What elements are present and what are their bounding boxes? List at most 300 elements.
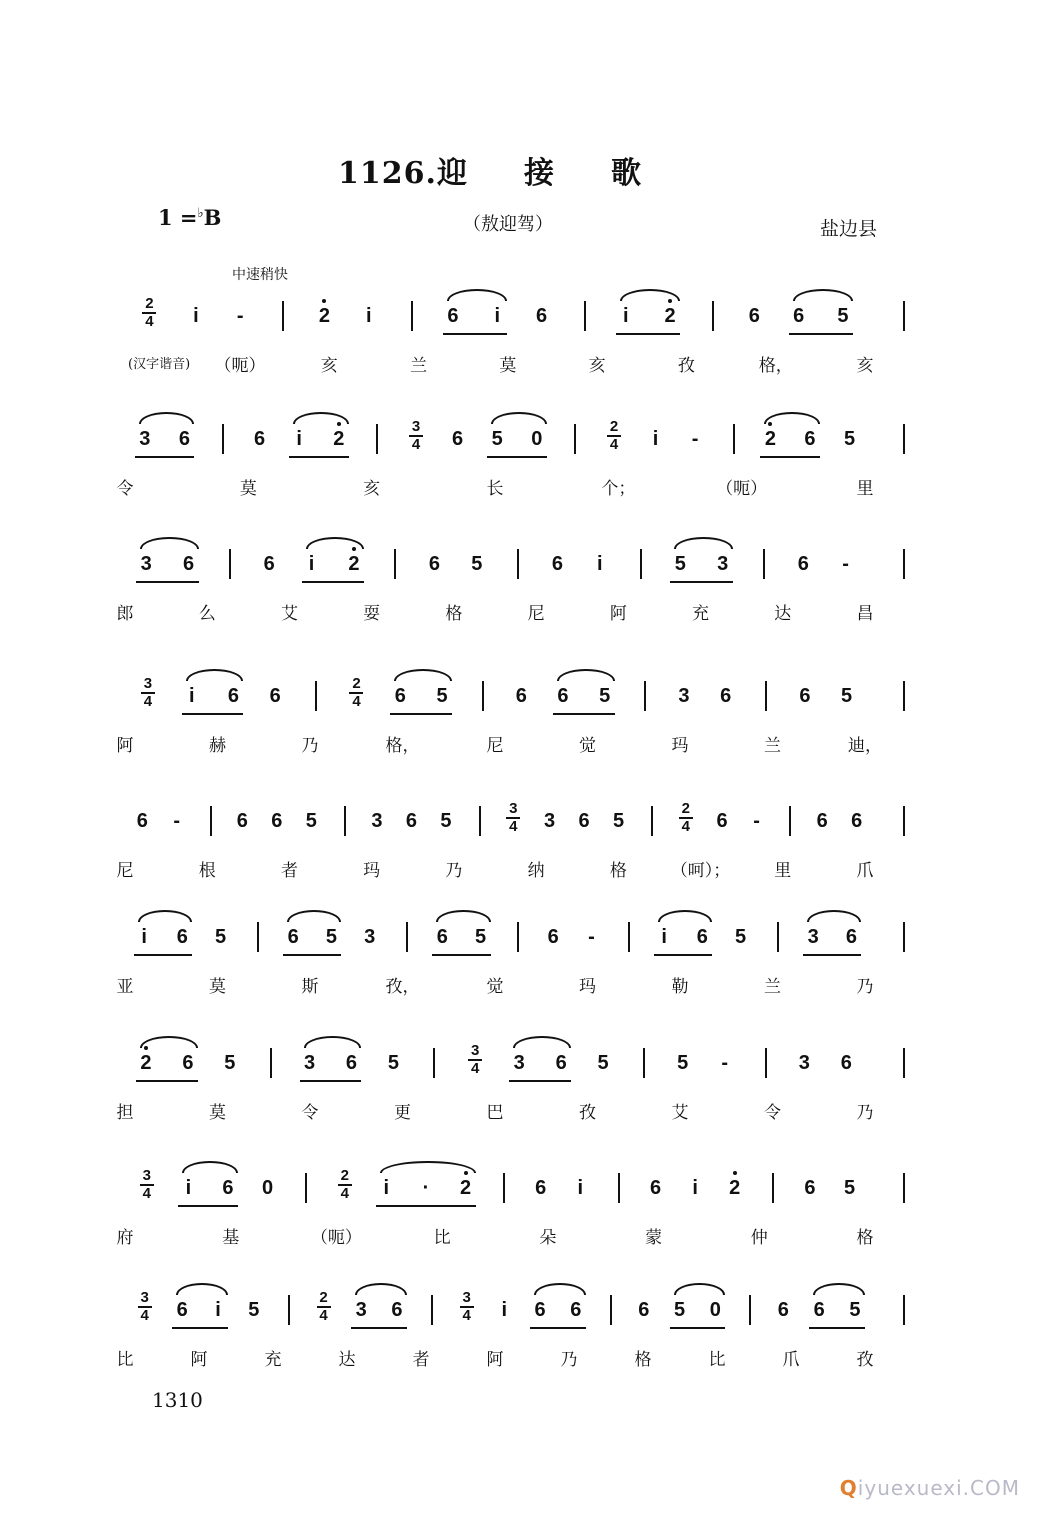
lyric-syllable: 莫 — [209, 1103, 226, 1123]
note: 6 — [816, 810, 828, 832]
note: 5 — [599, 685, 611, 707]
barline — [903, 549, 905, 579]
barline — [789, 806, 791, 836]
slur — [394, 669, 452, 681]
lyric-syllable: 更 — [394, 1103, 411, 1123]
octave-dot — [322, 299, 326, 303]
lyric-syllable: 蒙 — [645, 1228, 663, 1248]
note: 5 — [674, 553, 686, 575]
lyric-syllable: 么 — [198, 604, 216, 624]
barline — [288, 1295, 290, 1325]
barline — [282, 301, 284, 331]
note: i — [501, 1299, 508, 1321]
note: 6 — [269, 685, 281, 707]
barline — [270, 1048, 272, 1078]
slur — [764, 412, 820, 424]
note: - — [721, 1052, 729, 1074]
note: - — [842, 553, 849, 575]
time-signature: 3 4 — [506, 802, 520, 834]
note: 3 — [364, 926, 376, 948]
note: 6 — [176, 926, 188, 948]
note: 6 — [271, 810, 283, 832]
slur — [380, 1161, 475, 1173]
lyric-syllable: 玛 — [579, 977, 596, 997]
note: 3 — [717, 553, 729, 575]
barline — [210, 806, 212, 836]
watermark: Qiyuexuexi.COM — [839, 1476, 1020, 1500]
note: 6 — [748, 305, 760, 327]
beam-underline — [178, 1205, 238, 1207]
beam-underline — [509, 1080, 571, 1082]
barline — [749, 1295, 751, 1325]
barline — [482, 681, 484, 711]
tempo-marking: 中速稍快 — [232, 267, 288, 283]
beam-underline — [760, 456, 820, 458]
note: 6 — [720, 685, 732, 707]
slur — [674, 1283, 726, 1295]
time-signature: 3 4 — [138, 1291, 152, 1323]
note: · — [422, 1177, 430, 1199]
slur — [186, 669, 244, 681]
barline — [305, 1173, 307, 1203]
slur — [306, 537, 364, 549]
barline — [777, 922, 779, 952]
note: 5 — [215, 926, 227, 948]
beam-underline — [182, 713, 244, 715]
note: 2 — [140, 1052, 152, 1074]
lyric-syllable: 尼 — [527, 604, 545, 624]
note: 5 — [471, 553, 483, 575]
note: 5 — [844, 428, 856, 450]
time-signature: 2 4 — [607, 420, 621, 452]
note: 5 — [305, 810, 317, 832]
lyric-syllable: 觉 — [579, 736, 596, 756]
lyric-syllable: 艾 — [280, 604, 298, 624]
note: 6 — [777, 1299, 789, 1321]
note: i — [692, 1177, 698, 1199]
barline — [517, 922, 519, 952]
lyric-syllable: 赫 — [209, 736, 226, 756]
lyric-syllable: 玛 — [363, 861, 381, 881]
lyric-syllable: 孜 — [677, 356, 695, 376]
beam-underline — [300, 1080, 362, 1082]
beam-underline — [487, 456, 547, 458]
barline — [406, 922, 408, 952]
barline — [903, 922, 905, 952]
barline — [903, 301, 905, 331]
lyric-syllable: 达 — [338, 1350, 356, 1370]
note: 0 — [709, 1299, 721, 1321]
note: 5 — [597, 1052, 609, 1074]
lyric-syllable: 尼 — [116, 861, 134, 881]
lyric-syllable: 格 — [609, 861, 627, 881]
note: 5 — [837, 305, 849, 327]
note: 3 — [139, 428, 151, 450]
barline — [433, 1048, 435, 1078]
note: 5 — [841, 685, 853, 707]
lyric-syllable: 耍 — [363, 604, 381, 624]
barline — [503, 1173, 505, 1203]
lyric-syllable: 里 — [774, 861, 792, 881]
note: 6 — [840, 1052, 852, 1074]
beam-underline — [134, 954, 192, 956]
title-char-3: 歌 — [610, 156, 642, 191]
slur — [674, 537, 732, 549]
note: 6 — [851, 810, 863, 832]
note: 3 — [140, 553, 152, 575]
lyric-syllable: 格 — [634, 1350, 652, 1370]
lyric-syllable: 格， — [385, 736, 420, 756]
slur — [138, 910, 192, 922]
barline — [712, 301, 714, 331]
note: 6 — [555, 1052, 567, 1074]
lyric-syllable: 比 — [116, 1350, 134, 1370]
lyric-syllable: 尼 — [486, 736, 504, 756]
lyric-syllable: 艾 — [671, 1103, 689, 1123]
lyric-syllable: 比 — [433, 1228, 451, 1248]
title-char-1: 迎 — [436, 156, 468, 191]
note: 6 — [405, 810, 418, 832]
barline — [610, 1295, 612, 1325]
note: 6 — [178, 428, 190, 450]
note: 6 — [391, 1299, 403, 1321]
note: 6 — [428, 553, 441, 575]
title-number: 1126. — [338, 156, 437, 191]
lyric-syllable: 阿 — [190, 1350, 208, 1370]
barline — [618, 1173, 620, 1203]
slur — [304, 1036, 362, 1048]
note: 5 — [325, 926, 338, 948]
note: 6 — [551, 553, 563, 575]
lyric-syllable: 兰 — [410, 356, 428, 376]
note: - — [236, 305, 244, 327]
beam-underline — [351, 1327, 407, 1329]
lyric-syllable: 乃 — [445, 861, 463, 881]
note: i — [193, 305, 199, 327]
slur — [658, 910, 712, 922]
barline — [643, 1048, 645, 1078]
note: 6 — [447, 305, 459, 327]
note: 6 — [287, 926, 299, 948]
note: 2 — [764, 428, 776, 450]
note: i — [652, 428, 659, 450]
note: 5 — [436, 685, 448, 707]
lyric-syllable: 里 — [856, 479, 874, 499]
lyric-syllable: 亚 — [116, 977, 134, 997]
lyric-syllable: 爪 — [782, 1350, 800, 1370]
lyric-syllable: 乃 — [856, 1103, 874, 1123]
beam-underline — [302, 581, 364, 583]
slur — [140, 1036, 198, 1048]
barline — [765, 681, 767, 711]
key-signature: 1 =♭B — [158, 205, 222, 230]
slur — [139, 412, 195, 424]
barline — [574, 424, 576, 454]
note: 3 — [798, 1052, 810, 1074]
note: 6 — [394, 685, 406, 707]
note: 5 — [735, 926, 747, 948]
lyric-syllable: 长 — [486, 479, 504, 499]
lyric-syllable: 乃 — [856, 977, 874, 997]
note: 6 — [845, 926, 858, 948]
barline — [903, 424, 905, 454]
barline — [517, 549, 519, 579]
barline — [903, 1048, 905, 1078]
note: 6 — [813, 1299, 825, 1321]
lyric-syllable: 亥 — [363, 479, 381, 499]
note: 6 — [797, 553, 809, 575]
note: 6 — [452, 428, 464, 450]
note: 3 — [543, 810, 556, 832]
barline — [640, 549, 642, 579]
beam-underline — [376, 1205, 475, 1207]
note: 6 — [557, 685, 569, 707]
lyric-syllable: 担 — [116, 1103, 134, 1123]
barline — [229, 549, 231, 579]
beam-underline — [654, 954, 712, 956]
time-signature: 3 4 — [468, 1044, 482, 1076]
note: 5 — [849, 1299, 861, 1321]
note: 6 — [799, 685, 811, 707]
lyric-syllable: 郎 — [116, 604, 134, 624]
barline — [651, 806, 653, 836]
barline — [411, 301, 413, 331]
note: i — [623, 305, 629, 327]
note: 6 — [638, 1299, 650, 1321]
note: - — [173, 810, 181, 832]
lyric-syllable: 亥 — [320, 356, 338, 376]
note: 6 — [436, 926, 448, 948]
note: 6 — [804, 428, 816, 450]
note: 3 — [371, 810, 383, 832]
lyric-syllable: 莫 — [239, 479, 257, 499]
note: 6 — [236, 810, 248, 832]
lyric-syllable: 纳 — [527, 861, 545, 881]
lyric-syllable: 觉 — [486, 977, 504, 997]
lyric-syllable: 充 — [264, 1350, 282, 1370]
lyric-syllable: 格 — [445, 604, 463, 624]
barline — [903, 1173, 905, 1203]
slur — [793, 289, 853, 301]
note: 6 — [578, 810, 590, 832]
note: 6 — [535, 1177, 547, 1199]
slur — [807, 910, 861, 922]
note: 6 — [183, 553, 195, 575]
note: 5 — [491, 428, 503, 450]
note: 2 — [318, 305, 330, 327]
lyric-syllable: 者 — [280, 861, 298, 881]
note: 3 — [303, 1052, 316, 1074]
beam-underline — [670, 1327, 726, 1329]
beam-underline — [136, 1080, 198, 1082]
note: 3 — [678, 685, 690, 707]
barline — [763, 549, 765, 579]
barline — [315, 681, 317, 711]
lyric-syllable: 充 — [692, 604, 710, 624]
note: 6 — [515, 685, 527, 707]
note: 5 — [844, 1177, 856, 1199]
barline — [903, 806, 905, 836]
note: 6 — [263, 553, 275, 575]
slur — [620, 289, 680, 301]
barline — [394, 549, 396, 579]
note: 6 — [227, 685, 239, 707]
barline — [628, 922, 630, 952]
note: 2 — [664, 305, 676, 327]
note: 0 — [261, 1177, 274, 1199]
time-signature: 2 4 — [349, 677, 363, 709]
note: 6 — [136, 810, 148, 832]
note: 0 — [531, 428, 543, 450]
beam-underline — [530, 1327, 586, 1329]
note: 6 — [345, 1052, 357, 1074]
barline — [257, 922, 259, 952]
note: - — [588, 926, 595, 948]
lyric-label: (汉字谐音) — [128, 357, 191, 372]
note: 6 — [176, 1299, 188, 1321]
note: i — [185, 1177, 192, 1199]
time-signature: 3 4 — [140, 1169, 154, 1201]
beam-underline — [289, 456, 349, 458]
note: 5 — [677, 1052, 689, 1074]
lyric-syllable: 亥 — [588, 356, 606, 376]
song-title — [338, 148, 642, 192]
time-signature: 3 4 — [409, 420, 423, 452]
note: i — [141, 926, 147, 948]
beam-underline — [789, 333, 853, 335]
slur — [182, 1161, 238, 1173]
beam-underline — [283, 954, 341, 956]
beam-underline — [172, 1327, 228, 1329]
note: 5 — [475, 926, 487, 948]
slur — [287, 910, 341, 922]
time-signature: 2 4 — [679, 802, 693, 834]
beam-underline — [553, 713, 615, 715]
barline — [479, 806, 481, 836]
note: 2 — [333, 428, 345, 450]
barline — [584, 301, 586, 331]
lyric-syllable: 乃 — [560, 1350, 578, 1370]
lyric-syllable: 令 — [764, 1103, 781, 1123]
slur — [140, 537, 198, 549]
note: i — [365, 305, 372, 327]
lyric-syllable: 爪 — [856, 861, 874, 881]
barline — [733, 424, 735, 454]
note: 5 — [387, 1052, 399, 1074]
beam-underline — [432, 954, 490, 956]
slur — [557, 669, 615, 681]
lyric-syllable: 亥 — [856, 356, 874, 376]
note: 6 — [182, 1052, 194, 1074]
barline — [344, 806, 346, 836]
barline — [903, 681, 905, 711]
lyric-syllable: 孜 — [579, 1103, 596, 1123]
note: i — [597, 553, 603, 575]
note: i — [494, 305, 501, 327]
lyric-syllable: 昌 — [856, 604, 874, 624]
note: 6 — [254, 428, 266, 450]
lyric-syllable: 斯 — [301, 977, 319, 997]
barline — [765, 1048, 767, 1078]
lyric-syllable: 个； — [601, 479, 636, 499]
subtitle: （敖迎驾） — [463, 214, 553, 235]
note: 2 — [729, 1177, 741, 1199]
time-signature: 2 4 — [338, 1169, 352, 1201]
note: i — [215, 1299, 221, 1321]
title-char-2: 接 — [523, 156, 555, 191]
lyric-syllable: 阿 — [116, 736, 134, 756]
lyric-syllable: 兰 — [764, 977, 781, 997]
time-signature: 2 4 — [317, 1291, 331, 1323]
lyric-syllable: （呵）； — [670, 861, 731, 881]
lyric-syllable: 者 — [412, 1350, 430, 1370]
lyric-syllable: 阿 — [609, 604, 627, 624]
beam-underline — [616, 333, 680, 335]
note: 6 — [570, 1299, 582, 1321]
lyric-syllable: 勒 — [671, 977, 689, 997]
note: 2 — [348, 553, 360, 575]
slur — [491, 412, 547, 424]
time-signature: 3 4 — [460, 1291, 474, 1323]
lyric-syllable: 莫 — [499, 356, 517, 376]
lyric-syllable: 乃 — [301, 736, 319, 756]
slur — [436, 910, 490, 922]
beam-underline — [136, 581, 198, 583]
lyric-syllable: 令 — [116, 479, 134, 499]
note: 2 — [459, 1177, 472, 1199]
lyric-syllable: 孜 — [856, 1350, 874, 1370]
lyric-syllable: 仲 — [750, 1228, 768, 1248]
lyric-syllable: 巴 — [486, 1103, 504, 1123]
note: 5 — [248, 1299, 260, 1321]
barline — [376, 424, 378, 454]
lyric-syllable: （呃） — [310, 1228, 362, 1248]
barline — [903, 1295, 905, 1325]
lyric-syllable: 格， — [758, 356, 793, 376]
note: - — [753, 810, 760, 832]
note: 6 — [696, 926, 708, 948]
page-number: 1310 — [152, 1388, 203, 1412]
lyric-syllable: 玛 — [671, 736, 689, 756]
lyric-syllable: 莫 — [209, 977, 226, 997]
beam-underline — [670, 581, 732, 583]
note: 6 — [547, 926, 559, 948]
lyric-syllable: 兰 — [764, 736, 781, 756]
beam-underline — [135, 456, 195, 458]
note: 6 — [716, 810, 728, 832]
beam-underline — [390, 713, 452, 715]
note: i — [308, 553, 315, 575]
note: 3 — [807, 926, 819, 948]
lyric-syllable: 比 — [708, 1350, 726, 1370]
note: i — [577, 1177, 584, 1199]
note: 5 — [224, 1052, 236, 1074]
note: 5 — [440, 810, 452, 832]
slur — [355, 1283, 407, 1295]
lyric-syllable: （呃） — [214, 356, 266, 376]
lyric-syllable: 达 — [774, 604, 792, 624]
beam-underline — [809, 1327, 865, 1329]
note: 3 — [355, 1299, 367, 1321]
note: 5 — [612, 810, 625, 832]
octave-dot — [733, 1171, 737, 1175]
note: 6 — [536, 305, 548, 327]
note: 5 — [674, 1299, 686, 1321]
slur — [813, 1283, 865, 1295]
lyric-syllable: 基 — [222, 1228, 240, 1248]
note: 6 — [793, 305, 805, 327]
lyric-syllable: 阿 — [486, 1350, 504, 1370]
